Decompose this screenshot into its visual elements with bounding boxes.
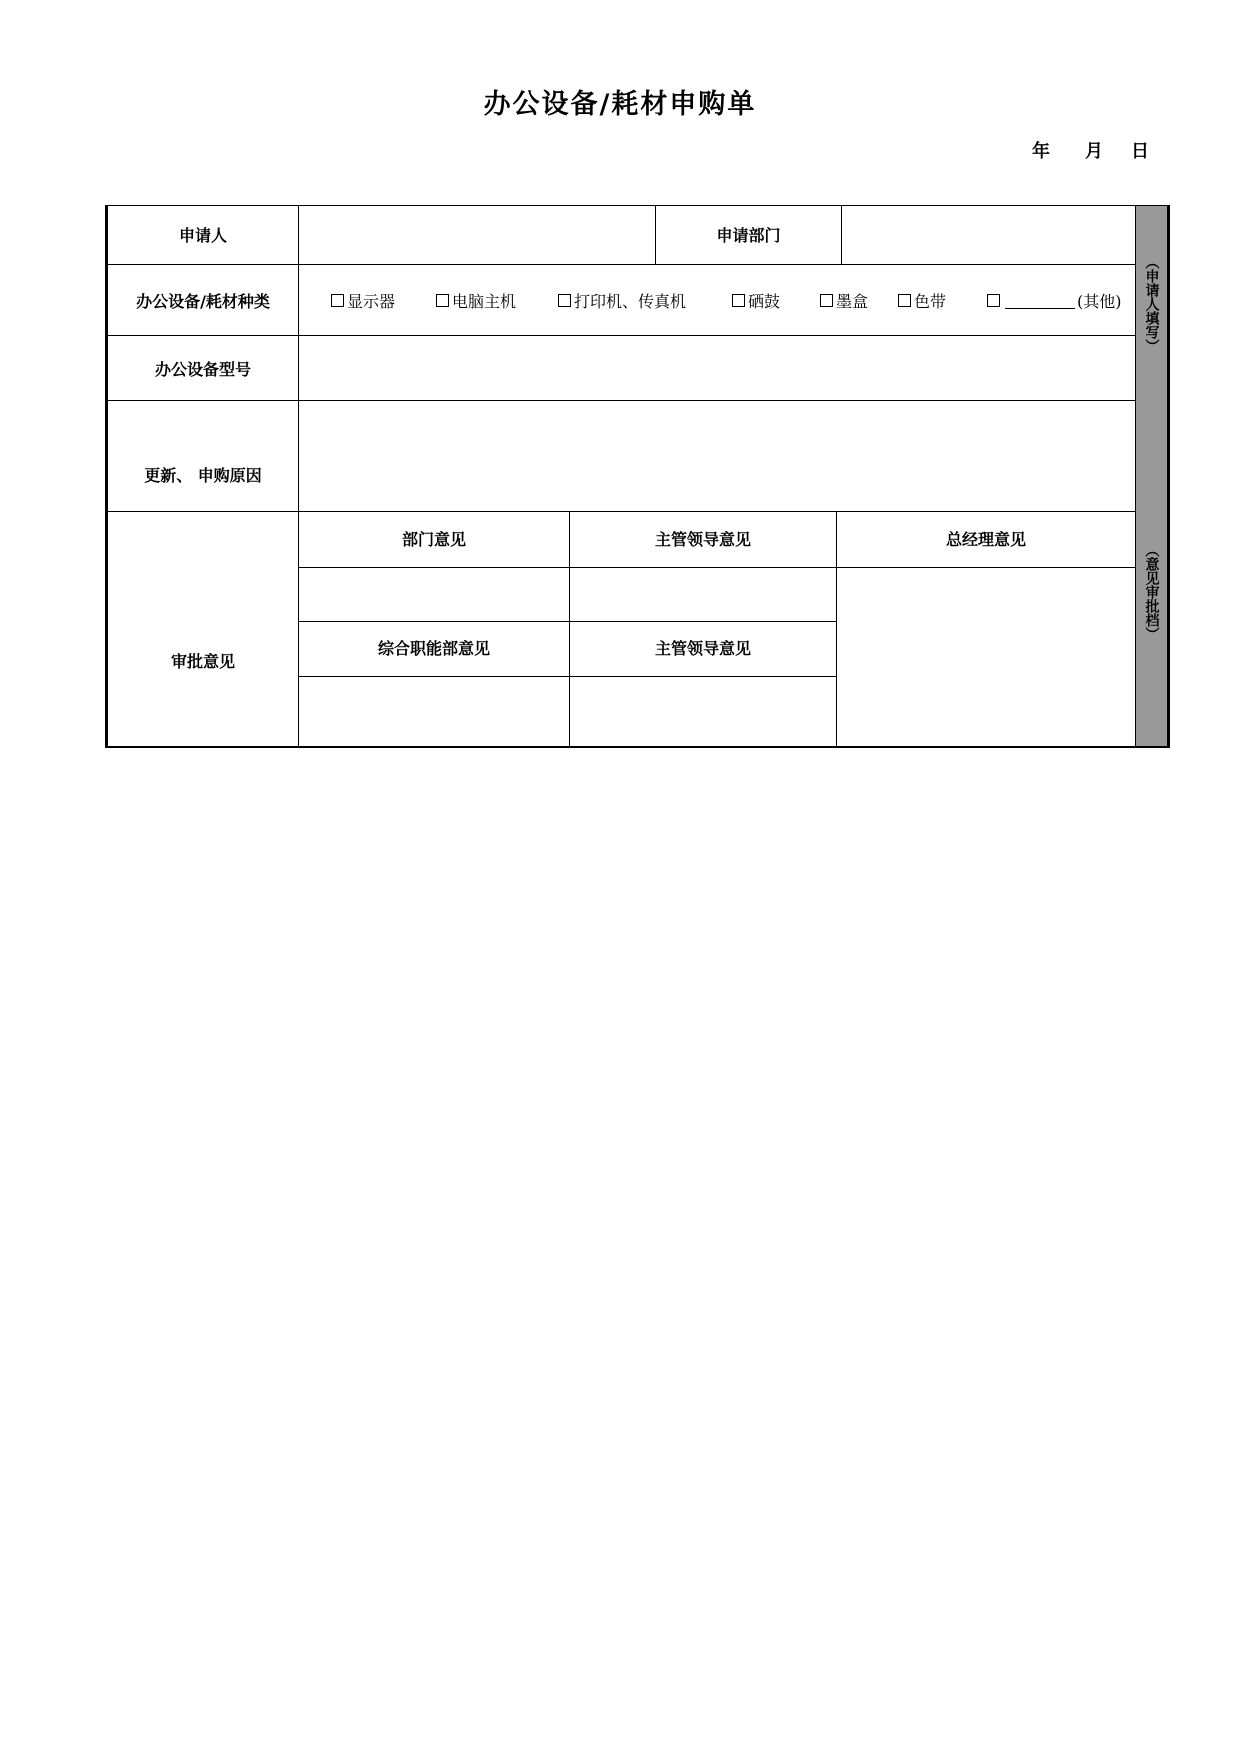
checkbox-icon [558, 294, 571, 307]
date-month-label: 月 [1085, 141, 1103, 162]
model-label: 办公设备型号 [154, 359, 251, 379]
gm-opinion-field[interactable] [837, 568, 1135, 746]
checkbox-icon [436, 294, 449, 307]
reason-field[interactable] [299, 401, 1135, 511]
checkbox-icon [987, 294, 1000, 307]
other-blank-line[interactable] [1005, 291, 1075, 309]
side-label-applicant-fill: （申请人填写） [1143, 255, 1160, 353]
supervisor-opinion-field[interactable] [570, 568, 836, 621]
date-year-label: 年 [1032, 141, 1050, 162]
dept-opinion-header: 部门意见 [401, 530, 466, 549]
dept-opinion-field[interactable] [299, 568, 569, 621]
option-ribbon[interactable] [898, 265, 946, 335]
side-label-approval-archive: （意见审批档） [1143, 543, 1160, 641]
checkbox-icon [898, 294, 911, 307]
option-desktop[interactable] [436, 265, 516, 335]
option-label: 打印机、传真机 [574, 291, 687, 311]
category-label: 办公设备/耗材种类 [136, 291, 270, 311]
functional-dept-opinion-header: 综合职能部意见 [377, 639, 490, 658]
option-other[interactable] [987, 265, 1122, 335]
category-options [331, 265, 1131, 335]
applicant-field[interactable] [299, 205, 655, 264]
checkbox-icon [820, 294, 833, 307]
option-label: 显示器 [347, 291, 396, 311]
supervisor-opinion-header-2: 主管领导意见 [654, 639, 751, 658]
checkbox-icon [732, 294, 745, 307]
department-label: 申请部门 [716, 226, 781, 245]
document-title: 办公设备/耗材申购单 [483, 89, 757, 120]
supervisor-opinion-header: 主管领导意见 [654, 530, 751, 549]
option-label: 硒鼓 [748, 291, 781, 311]
requisition-form [105, 205, 1170, 748]
functional-dept-opinion-field[interactable] [299, 677, 569, 746]
reason-label: 更新、 申购原因 [144, 466, 262, 485]
option-monitor[interactable] [331, 265, 395, 335]
side-bar-applicant [1135, 205, 1168, 511]
checkbox-icon [331, 294, 344, 307]
department-field[interactable] [842, 205, 1135, 264]
option-printer-fax[interactable] [558, 265, 686, 335]
option-other-suffix: (其他) [1077, 291, 1122, 311]
supervisor-opinion-field-2[interactable] [570, 677, 836, 746]
date-day-label: 日 [1131, 141, 1149, 162]
approval-label: 审批意见 [170, 651, 235, 671]
option-label: 墨盒 [836, 291, 869, 311]
option-label: 电脑主机 [452, 291, 517, 311]
applicant-label: 申请人 [178, 226, 227, 245]
side-bar-approval [1135, 511, 1168, 748]
gm-opinion-header: 总经理意见 [945, 530, 1026, 549]
option-label: 色带 [914, 291, 947, 311]
option-ink-cartridge[interactable] [820, 265, 868, 335]
option-toner-drum[interactable] [732, 265, 780, 335]
model-field[interactable] [299, 336, 1135, 400]
